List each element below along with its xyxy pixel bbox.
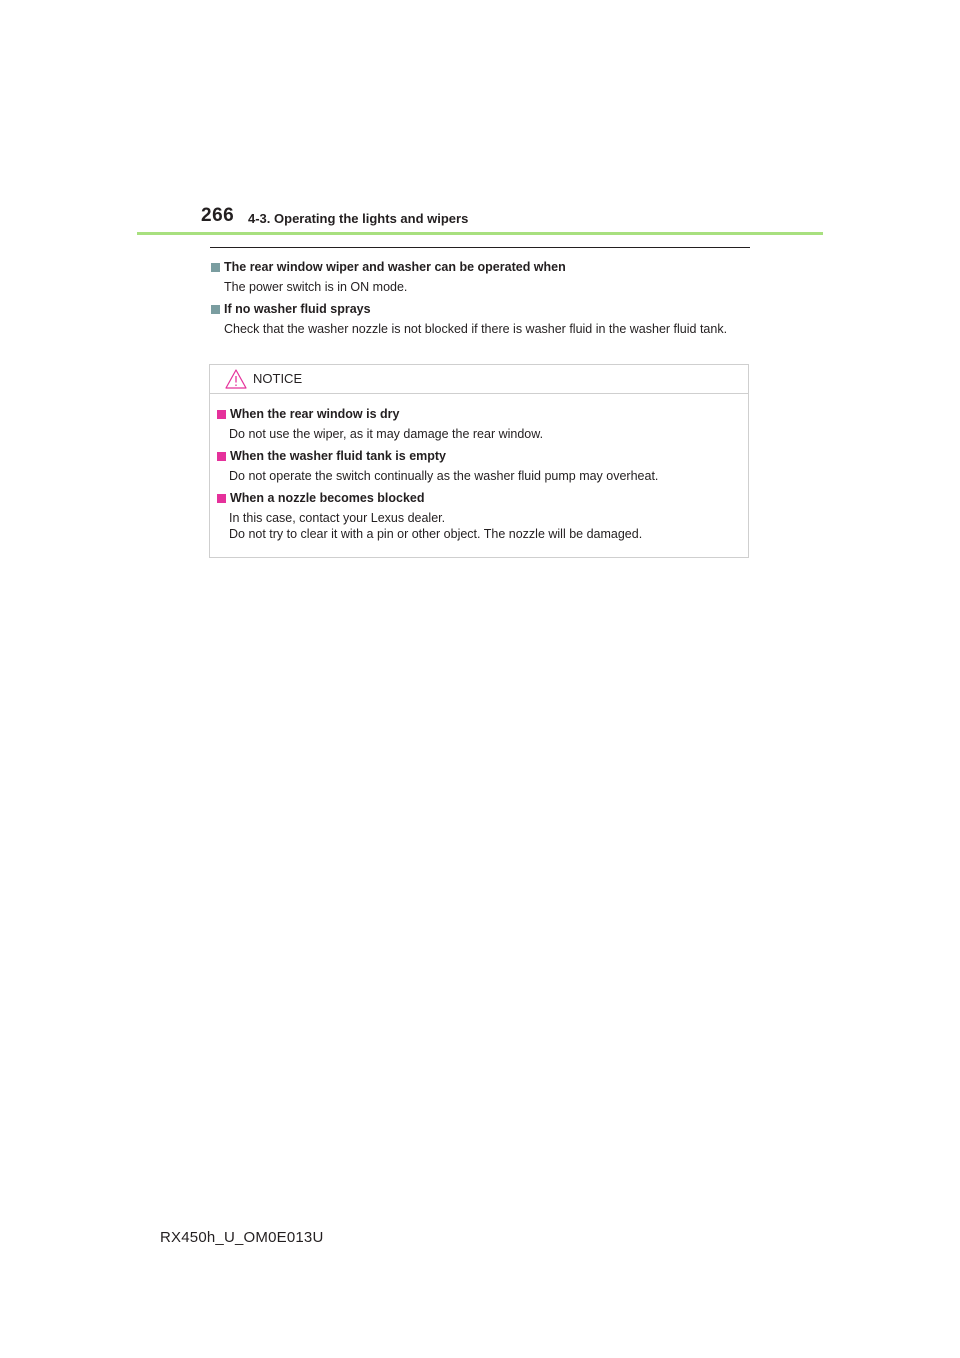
main-content xyxy=(211,258,747,342)
notice-item-heading-text: When the washer fluid tank is empty xyxy=(230,449,447,463)
notice-body-line: Do not use the wiper, as it may damage the rear window. xyxy=(229,427,544,441)
notice-box xyxy=(209,364,749,558)
info-item-heading-text: The rear window wiper and washer can be operated when xyxy=(224,260,566,274)
notice-body-line: Do not operate the switch continually as the washer fluid pump may overheat. xyxy=(229,469,659,483)
notice-item-heading-text: When a nozzle becomes blocked xyxy=(230,491,425,505)
notice-header xyxy=(210,365,748,394)
info-item xyxy=(211,258,747,295)
notice-item-body xyxy=(217,468,738,484)
info-item-body: The power switch is in ON mode. xyxy=(224,280,408,294)
info-item-heading-text: If no washer fluid sprays xyxy=(224,302,371,316)
content-top-rule xyxy=(210,247,750,248)
footer-manual-code: RX450h_U_OM0E013U xyxy=(160,1229,324,1246)
square-bullet-icon xyxy=(211,305,220,314)
notice-item-heading-text: When the rear window is dry xyxy=(230,407,400,421)
notice-body-line: Do not try to clear it with a pin or other object. The nozzle will be damaged. xyxy=(229,527,643,541)
info-item xyxy=(211,300,747,337)
notice-item-body xyxy=(217,510,738,542)
warning-triangle-icon xyxy=(225,369,253,389)
page-number: 266 xyxy=(201,205,235,226)
header-green-rule xyxy=(137,232,823,235)
notice-item xyxy=(217,489,738,542)
info-item-body: Check that the washer nozzle is not blocked if there is washer fluid in the washer fluid tank. xyxy=(224,322,728,336)
notice-item-body xyxy=(217,426,738,442)
info-item-heading xyxy=(211,300,747,318)
square-bullet-icon xyxy=(211,263,220,272)
square-bullet-icon xyxy=(217,494,226,503)
notice-label: NOTICE xyxy=(253,371,303,386)
notice-item-heading xyxy=(217,489,738,507)
square-bullet-icon xyxy=(217,410,226,419)
notice-item xyxy=(217,405,738,442)
square-bullet-icon xyxy=(217,452,226,461)
notice-body-line: In this case, contact your Lexus dealer. xyxy=(229,511,446,525)
notice-item-heading xyxy=(217,405,738,423)
info-item-heading xyxy=(211,258,747,276)
notice-item xyxy=(217,447,738,484)
section-title: 4-3. Operating the lights and wipers xyxy=(248,211,469,226)
notice-content xyxy=(210,394,748,542)
notice-item-heading xyxy=(217,447,738,465)
